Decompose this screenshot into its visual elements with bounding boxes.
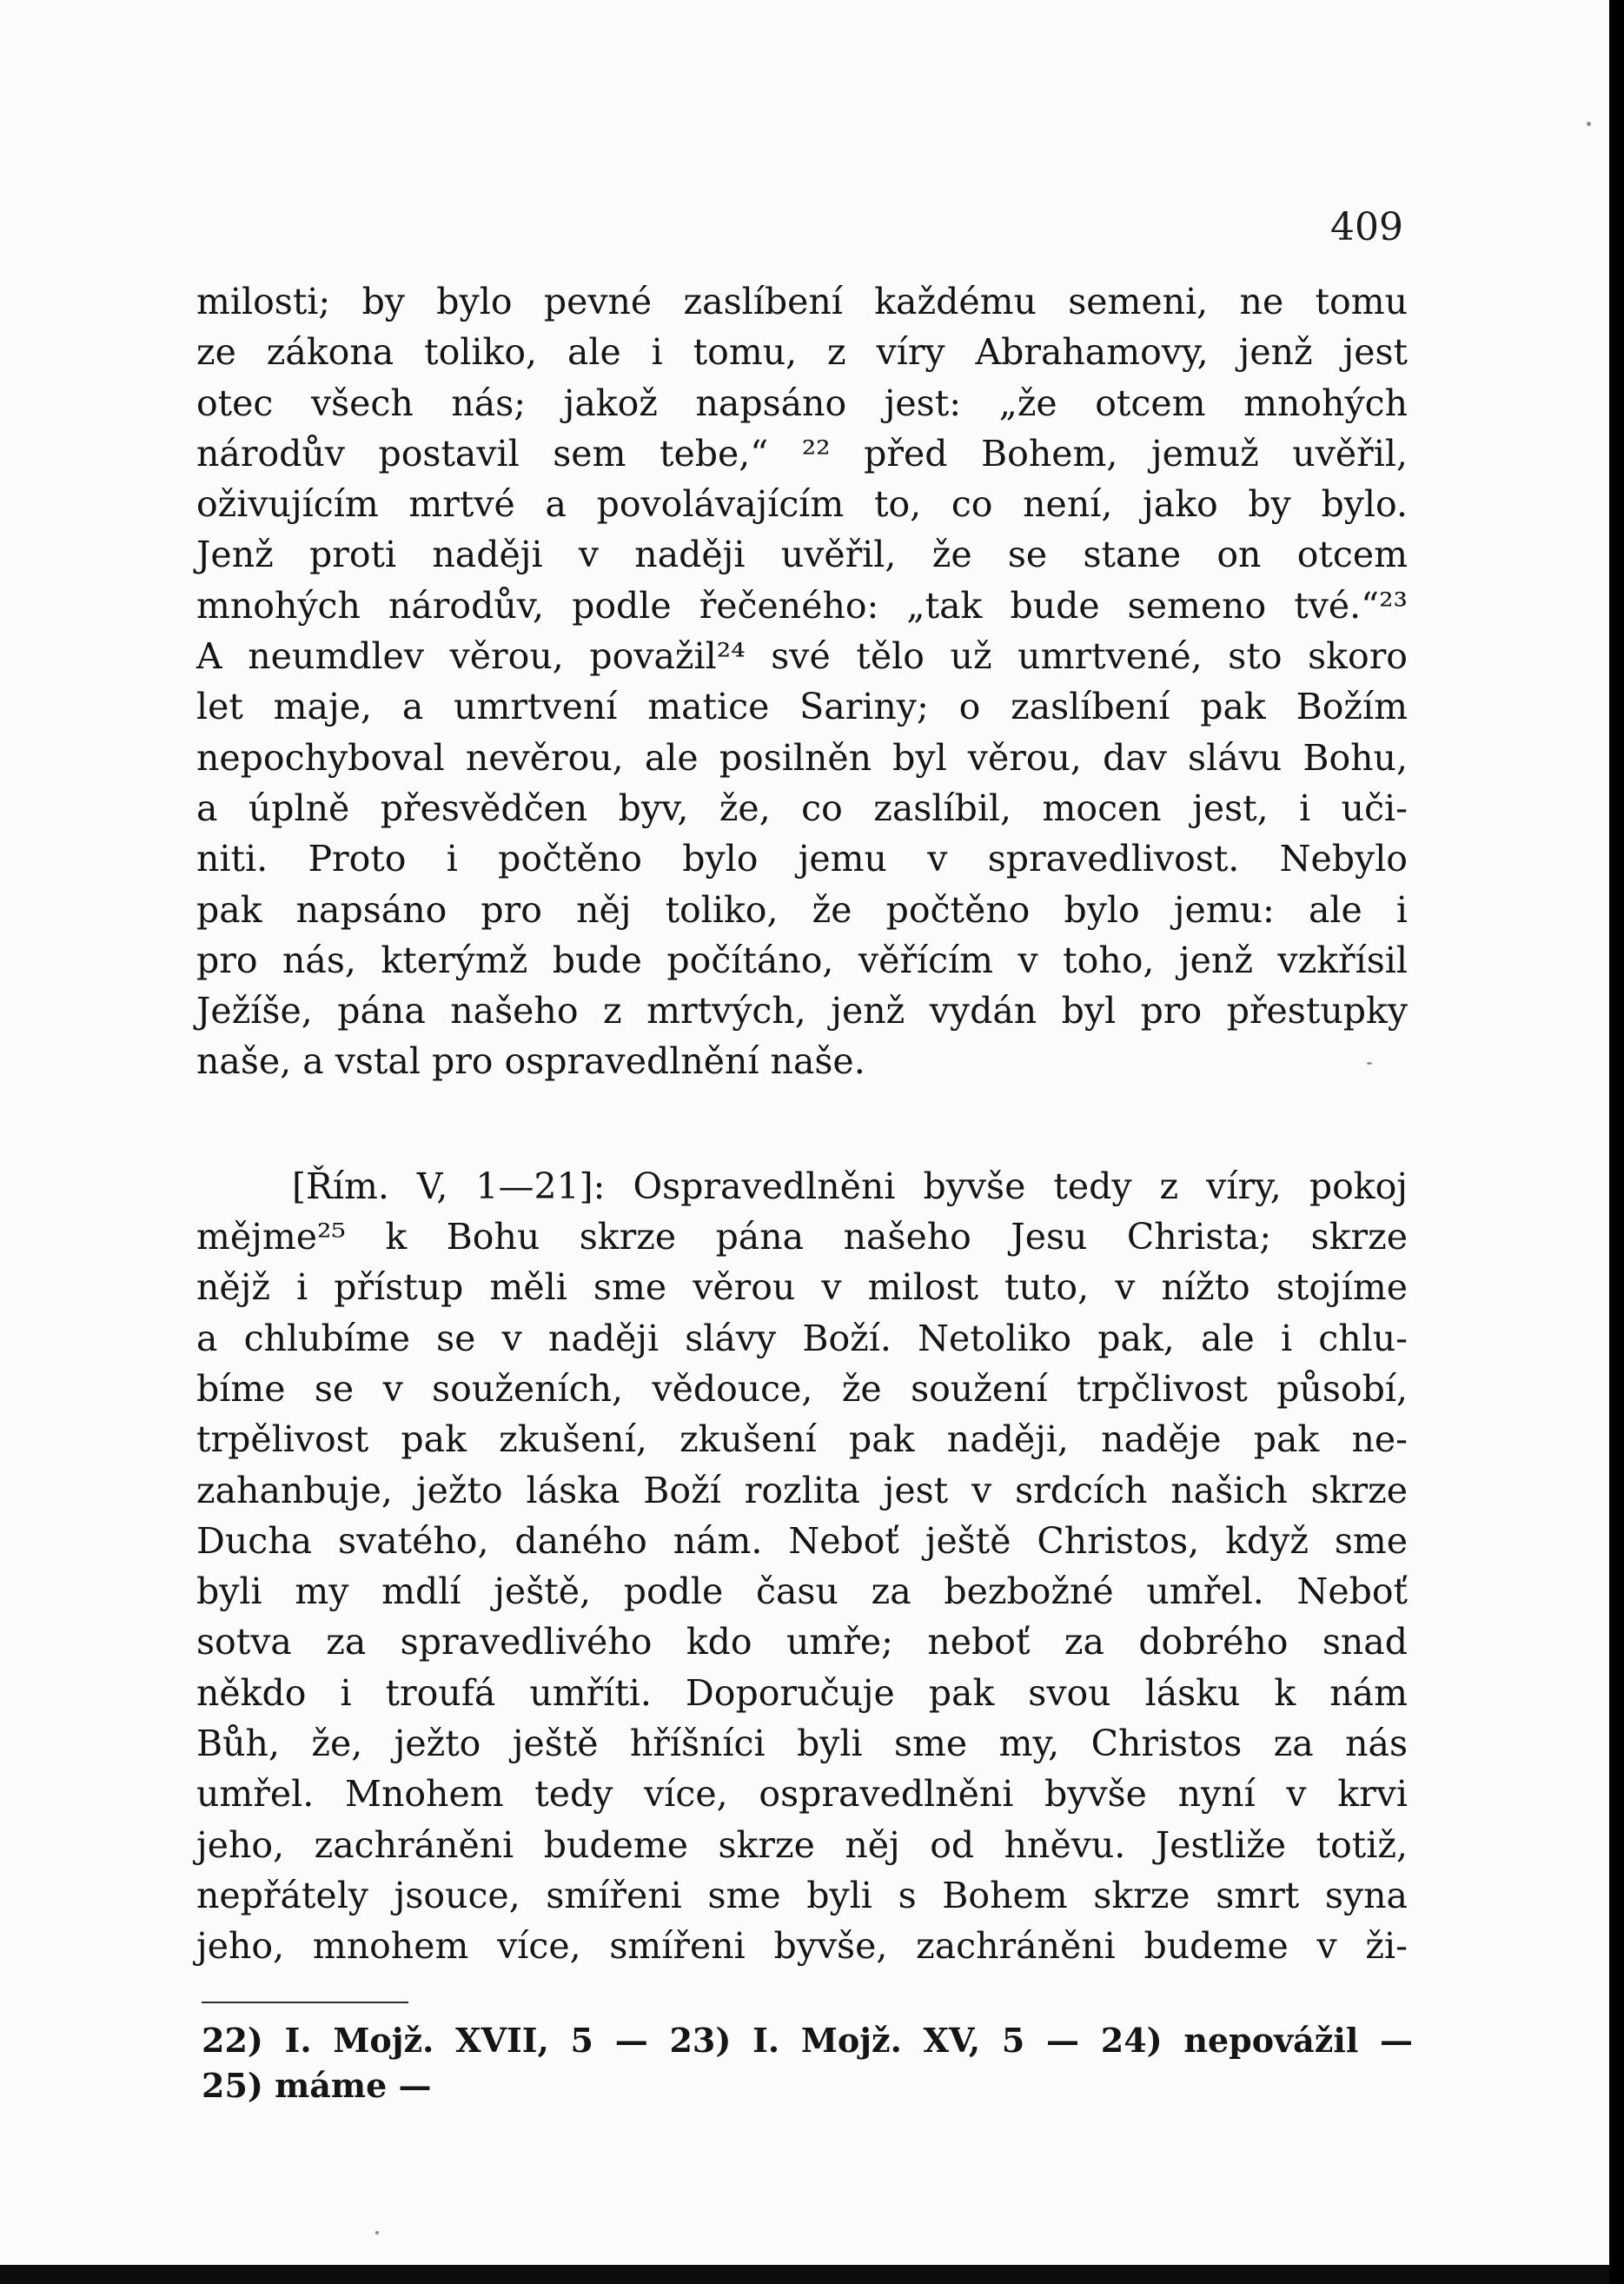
text-line: naše, a vstal pro ospravedlnění naše. <box>196 1040 865 1083</box>
text-line: jeho, zachráněni budeme skrze něj od hněvu. Jestliže totiž, <box>196 1823 1408 1866</box>
text-line: ze zákona toliko, ale i tomu, z víry Abrahamovy, jenž jest <box>196 331 1408 374</box>
text-line: Jenž proti naději v naději uvěřil, že se stane on otcem <box>196 534 1408 576</box>
text-line: mnohých národův, podle řečeného: „tak bude semeno tvé.“²³ <box>196 584 1408 627</box>
text-line: a chlubíme se v naději slávy Boží. Netoliko pak, ale i chlu- <box>196 1317 1408 1359</box>
text-line: jeho, mnohem více, smířeni byvše, zachráněni budeme v ži- <box>196 1925 1408 1968</box>
text-line: milosti; by bylo pevné zaslíbení každému semeni, ne tomu <box>196 281 1408 322</box>
footnote-line: 22) I. Mojž. XVII, 5 — 23) I. Mojž. XV, 5 — 24) nepovážil — <box>202 2021 1413 2060</box>
text-line: Ježíše, pána našeho z mrtvých, jenž vydán byl pro přestupky <box>196 990 1408 1032</box>
text-line: národův postavil sem tebe,“ ²² před Bohem, jemuž uvěřil, <box>196 432 1408 475</box>
scan-edge-bottom <box>0 2265 1609 2284</box>
body-text <box>196 276 1408 1972</box>
text-line: pak napsáno pro něj toliko, že počtěno bylo jemu: ale i <box>196 888 1408 931</box>
scan-edge-right <box>1609 0 1624 2284</box>
text-line: byli my mdlí ještě, podle času za bezbožné umřel. Neboť <box>196 1570 1408 1613</box>
text-line: sotva za spravedlivého kdo umře; neboť za dobrého snad <box>196 1621 1408 1663</box>
text-line: [Řím. V, 1—21]: Ospravedlněni byvše tedy z víry, pokoj <box>292 1165 1408 1207</box>
footnotes <box>202 2018 1413 2108</box>
footnote-divider <box>202 2002 408 2003</box>
text-line: let maje, a umrtvení matice Sariny; o zaslíbení pak Božím <box>196 686 1408 728</box>
paper-speck <box>1587 122 1591 126</box>
text-line: mějme²⁵ k Bohu skrze pána našeho Jesu Christa; skrze <box>196 1216 1408 1258</box>
text-line: někdo i troufá umříti. Doporučuje pak svou lásku k nám <box>196 1671 1408 1714</box>
text-line: niti. Proto i počtěno bylo jemu v spravedlivost. Nebylo <box>196 838 1408 880</box>
text-line: nějž i přístup měli sme věrou v milost tuto, v nížto stojíme <box>196 1266 1408 1309</box>
text-line: A neumdlev věrou, považil²⁴ své tělo už umrtvené, sto skoro <box>196 635 1408 678</box>
text-line: a úplně přesvědčen byv, že, co zaslíbil, mocen jest, i uči- <box>196 787 1408 829</box>
paragraph-2 <box>196 1161 1408 1972</box>
text-line: zahanbuje, ježto láska Boží rozlita jest v srdcích našich skrze <box>196 1469 1408 1511</box>
text-line: oživujícím mrtvé a povolávajícím to, co není, jako by bylo. <box>196 483 1408 526</box>
text-line: bíme se v souženích, vědouce, že soužení trpčlivost působí, <box>196 1367 1408 1410</box>
text-line: Ducha svatého, daného nám. Neboť ještě Christos, když sme <box>196 1519 1408 1562</box>
text-line: trpělivost pak zkušení, zkušení pak naději, naděje pak ne- <box>196 1418 1408 1461</box>
text-line: nepřátely jsouce, smířeni sme byli s Bohem skrze smrt syna <box>196 1874 1408 1916</box>
paragraph-1 <box>196 276 1408 1087</box>
text-line: otec všech nás; jakož napsáno jest: „že otcem mnohých <box>196 382 1408 424</box>
paper-speck <box>1367 1062 1372 1065</box>
footnote-line: 25) máme — <box>202 2066 432 2105</box>
text-line: nepochyboval nevěrou, ale posilněn byl věrou, dav slávu Bohu, <box>196 736 1408 779</box>
text-line: pro nás, kterýmž bude počítáno, věřícím v toho, jenž vzkřísil <box>196 939 1408 981</box>
page-number: 409 <box>1330 205 1403 249</box>
text-line: Bůh, že, ježto ještě hříšníci byli sme my, Christos za nás <box>196 1723 1408 1765</box>
text-line: umřel. Mnohem tedy více, ospravedlněni byvše nyní v krvi <box>196 1773 1408 1816</box>
paper-speck <box>375 2231 379 2234</box>
